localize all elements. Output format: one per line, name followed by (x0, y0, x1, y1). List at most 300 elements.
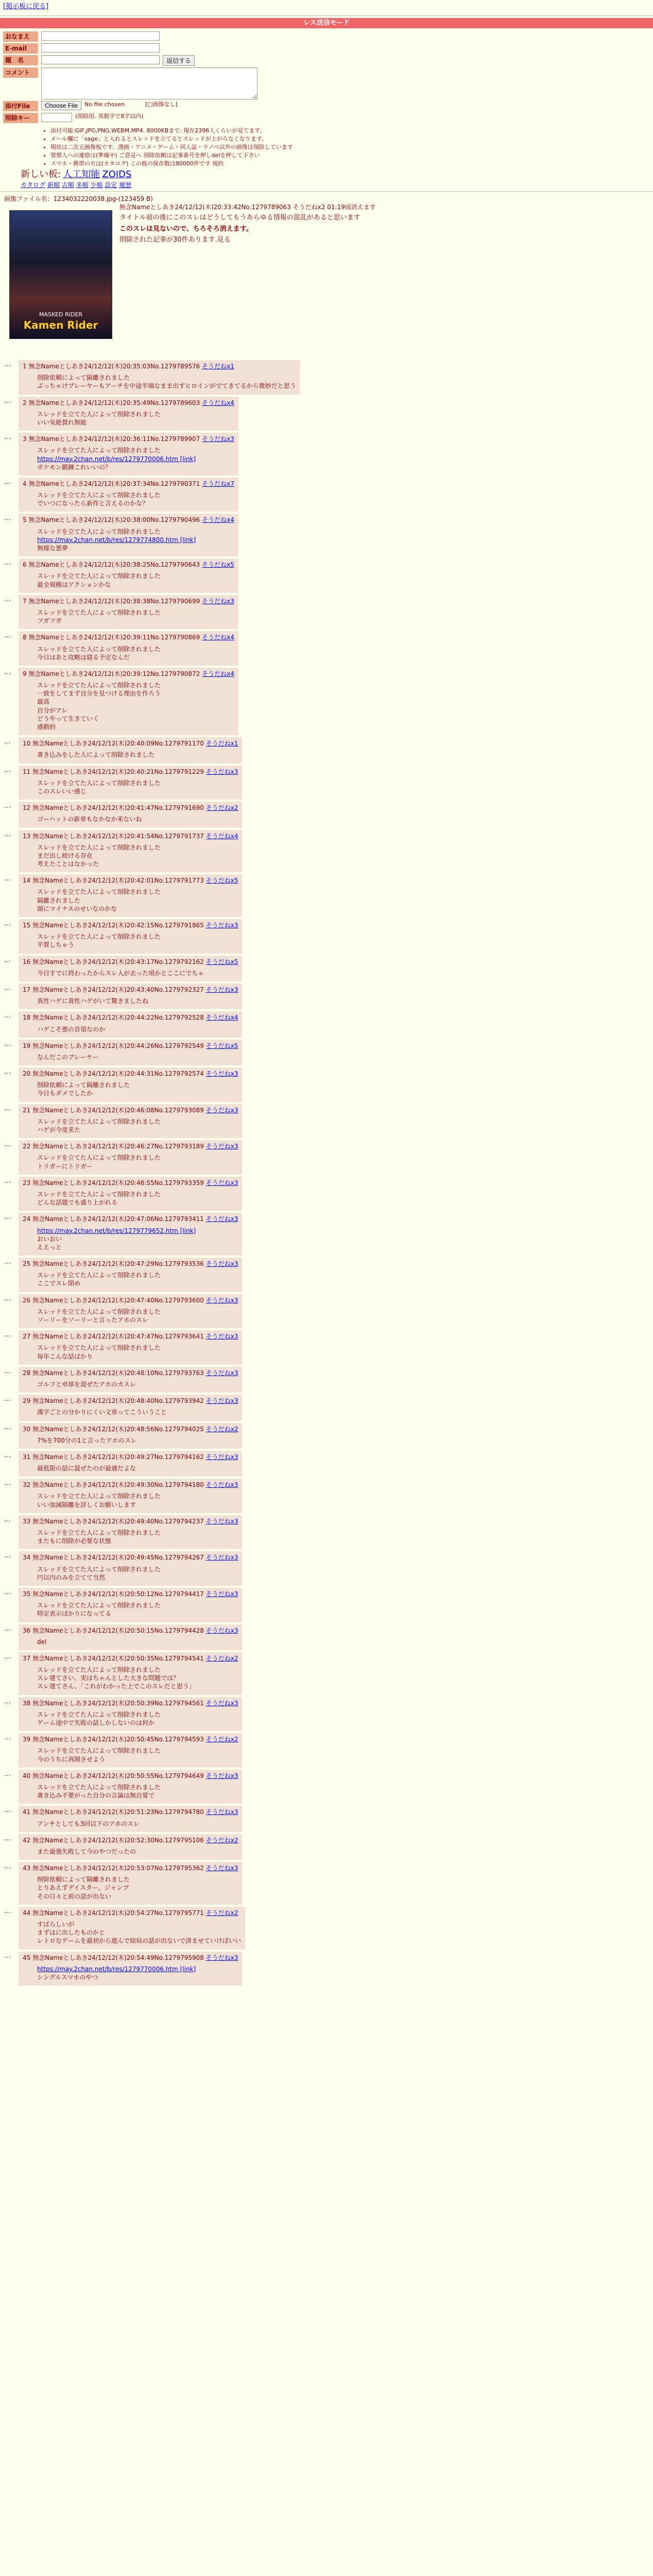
file-row (3, 101, 653, 111)
reply-indent: … (4, 830, 11, 838)
reply-indent: … (4, 1734, 11, 1742)
reply-number: 26 (23, 1296, 33, 1304)
reply-body (37, 410, 234, 427)
comment-row (3, 67, 653, 99)
reply-line: でいつになったら新作と言えるのかな？ (37, 500, 149, 507)
reply-line: スレッドを立てた人によって削除されました (37, 843, 161, 851)
reply-number: 13 (23, 832, 33, 840)
reply-number: 14 (23, 877, 33, 885)
reply-line: ええっと (37, 1243, 62, 1251)
reply-link[interactable]: https://may.2chan.net/b/res/1279774800.htm [link] (37, 536, 196, 544)
reply-post (4, 1733, 649, 1768)
reply-meta: 無念Nameとしあき24/12/12(木)20:42:15No.1279791865 (32, 922, 206, 929)
reply-header (23, 1836, 238, 1844)
reply-number: 2 (23, 399, 29, 406)
reply-body (37, 1081, 238, 1097)
reply-indent: … (4, 1907, 11, 1915)
no-image-checkbox-label[interactable]: [□画像なし] (145, 100, 178, 108)
reply-number: 35 (23, 1590, 33, 1598)
reply-line: トリガーにトリガー (37, 1162, 93, 1170)
reply-line: まずはに出したものかと (37, 1929, 106, 1937)
reply-indent: … (4, 1862, 11, 1871)
reply-header (23, 768, 238, 776)
new-board-link-zoids[interactable]: ZOIDS (102, 168, 132, 180)
reply-header (23, 1453, 238, 1461)
reply-indent: … (4, 478, 11, 486)
reply-body (37, 815, 238, 823)
reply-body (37, 933, 238, 949)
subject-row (3, 55, 653, 66)
sodane-button[interactable]: そうだねx4 (205, 832, 238, 840)
reply-header (23, 1481, 238, 1489)
reply-post (4, 874, 649, 917)
reply-line: ゴーハットの新章もなかなか来ないね (37, 816, 142, 823)
reply-header (23, 958, 238, 966)
sodane-button[interactable]: そうだねx3 (205, 1369, 238, 1377)
reply-box (19, 1697, 242, 1732)
reply-body (37, 1408, 238, 1416)
sodane-button[interactable]: そうだねx3 (205, 1772, 238, 1780)
reply-box (19, 766, 242, 800)
reply-indent: … (4, 1177, 11, 1185)
reply-number: 33 (23, 1517, 33, 1525)
reply-line: 7%を700分の1と言ったアホのスレ (37, 1436, 137, 1444)
reply-number: 24 (23, 1215, 33, 1223)
reply-meta: 無念Nameとしあき24/12/12(木)20:47:06No.1279793411 (32, 1215, 206, 1223)
sodane-button[interactable]: そうだねx4 (202, 634, 234, 641)
reply-line: スレッドを立てた人によって削除されました (37, 682, 161, 689)
reply-indent: … (4, 433, 11, 442)
new-board-line (21, 168, 653, 181)
reply-header (23, 1142, 238, 1150)
reply-line: スレッドを立てた人によって削除されました (37, 933, 161, 941)
reply-header (23, 876, 238, 885)
sodane-button[interactable]: そうだねx3 (205, 986, 238, 993)
reply-box (19, 1258, 242, 1292)
reply-indent: … (4, 1213, 11, 1222)
reply-indent: … (4, 802, 11, 810)
reply-line: スレ建てさい、実はちゃんとした大きな問題では？ (37, 1674, 180, 1682)
reply-line: スレッドを立てた人によって削除されました (37, 1666, 161, 1674)
reply-number: 15 (23, 922, 33, 929)
op-thumbnail[interactable] (9, 210, 112, 339)
sodane-button[interactable]: そうだねx3 (205, 1260, 238, 1268)
note-item: • スマホ・携帯の方は(カタログ) この板の保存数は80000件です 規約 (50, 160, 653, 168)
sort-many-link[interactable]: 多順 (76, 181, 89, 189)
notes-list (30, 127, 653, 167)
history-link[interactable]: 履歴 (119, 181, 132, 189)
reply-header (23, 1772, 238, 1780)
reply-number: 38 (23, 1699, 33, 1707)
reply-line: スレッドを立てた人によって削除されました (37, 1190, 161, 1198)
reply-line: どうやって生きていく (37, 715, 99, 722)
reply-body (37, 1492, 238, 1509)
reply-box (19, 984, 242, 1009)
sodane-button[interactable]: そうだねx3 (205, 1554, 238, 1562)
sodane-button[interactable]: そうだねx2 (205, 1654, 238, 1662)
reply-number: 31 (23, 1453, 33, 1461)
reply-post (4, 1258, 649, 1292)
sort-old-link[interactable]: 古順 (61, 181, 74, 189)
reply-line: スレッドを立てた人によって削除されました (37, 1710, 161, 1718)
reply-line: スレッドを立てた人によって削除されました (37, 572, 161, 580)
reply-header (23, 804, 238, 812)
sodane-button[interactable]: そうだねx3 (205, 1453, 238, 1461)
reply-line: 最高 (37, 698, 50, 706)
catalog-link[interactable]: カタログ (21, 181, 46, 189)
reply-line: いい加減隔離を詳しくお願いします (37, 1501, 136, 1509)
reply-header (23, 1909, 241, 1917)
reply-body (37, 1227, 238, 1252)
reply-post (4, 1067, 649, 1102)
reply-body (37, 1875, 238, 1901)
sodane-button[interactable]: そうだねx2 (205, 1909, 238, 1917)
reply-number: 3 (23, 435, 29, 443)
reply-line: スレッドを立てた人によって削除されました (37, 1529, 161, 1537)
reply-header (23, 1013, 238, 1022)
reply-box (19, 558, 238, 593)
sodane-button[interactable]: そうだねx4 (202, 399, 234, 406)
reply-line: 頭にマイナスのせいなのかな (37, 905, 117, 912)
reply-body (37, 1920, 241, 1945)
sodane-button[interactable]: そうだねx3 (205, 1590, 238, 1598)
reply-header (23, 1042, 238, 1050)
reply-line: 今日すでに終わったからスレ人が去った頃かとここにでちゃ (37, 969, 204, 977)
reply-meta: 無念Nameとしあき24/12/12(木)20:48:56No.1279794025 (32, 1425, 206, 1433)
reply-body (37, 1965, 238, 1981)
reply-number: 29 (23, 1397, 33, 1405)
sodane-button[interactable]: そうだねx2 (205, 1736, 238, 1743)
reply-header (23, 1954, 238, 1962)
reply-line: スレ建てさん、「これがわかった上でこのスレだと思う」 (37, 1683, 195, 1690)
sodane-button[interactable]: そうだねx5 (205, 958, 238, 965)
sodane-button[interactable]: そうだねx3 (205, 1215, 238, 1223)
note-item: • 管理人への連絡は(準備中) ご意見へ 削除依頼は記事番号を押しdelを押して下さい (50, 152, 653, 160)
reply-body (37, 1848, 238, 1856)
reply-line: スレッドを立てた人によって削除されました (37, 1602, 161, 1609)
thumb-title: Kamen Rider (23, 319, 98, 331)
sodane-button[interactable]: そうだねx3 (205, 1481, 238, 1489)
reply-line: このスレいい感じ (37, 787, 87, 795)
reply-line: アンチとしても3回以下のアホのスレ (37, 1820, 140, 1827)
reply-box (19, 1367, 242, 1393)
reply-box (19, 919, 242, 954)
reply-line: 書き込みをした人によって削除されました (37, 751, 155, 759)
reply-meta: 無念Nameとしあき24/12/12(木)20:52:30No.1279795106 (32, 1836, 206, 1844)
reply-header (23, 1397, 238, 1405)
reply-line: その日々と前の話が出ない (37, 1892, 112, 1900)
op-file-line[interactable]: 画像ファイル名：1234032220038.jpg-(123459 B) (4, 195, 153, 202)
reply-number: 17 (23, 986, 33, 993)
sodane-button[interactable]: そうだねx4 (202, 516, 234, 524)
subject-input[interactable] (41, 55, 160, 64)
reply-line: del (37, 1638, 47, 1646)
choose-file-button[interactable]: Choose File (41, 101, 81, 110)
reply-indent: … (4, 1834, 11, 1842)
reply-header (23, 1864, 238, 1872)
reply-number: 19 (23, 1042, 33, 1049)
delkey-label: 削除キー (3, 113, 38, 123)
reply-body (37, 645, 234, 662)
reply-header (23, 670, 234, 678)
reply-line: どんな話題でも盛り上がれる (37, 1199, 118, 1207)
reply-box (19, 514, 238, 556)
reply-post (4, 1177, 649, 1211)
reply-body (37, 1666, 238, 1691)
reply-indent: … (4, 1652, 11, 1660)
reply-number: 18 (23, 1014, 33, 1022)
sodane-button[interactable]: そうだねx3 (205, 1143, 238, 1150)
file-label: 添付File (3, 101, 38, 111)
reply-number: 8 (23, 634, 29, 641)
reply-body (37, 888, 238, 913)
reply-line: 最全規模はアクションかな (37, 581, 111, 588)
reply-meta: 無念Nameとしあき24/12/12(木)20:38:38No.1279790699 (28, 597, 202, 605)
reply-post (4, 919, 649, 954)
reply-body (37, 1308, 238, 1324)
thumb-caption: MASKED RIDER (39, 311, 83, 318)
sodane-button[interactable]: そうだねx3 (202, 435, 234, 443)
reply-header (23, 362, 296, 370)
note-item: • 現状は二次元画像板です。漫画・アニメ・ゲーム・同人誌・ラノベ以外の画像は削除しています (50, 144, 653, 151)
reply-post (4, 1104, 649, 1139)
reply-line: 毎年こんな話ばかり (37, 1352, 93, 1360)
reply-header (23, 516, 234, 524)
reply-box (19, 595, 238, 630)
reply-header (23, 1106, 238, 1114)
reply-meta: 無念Nameとしあき24/12/12(木)20:51:23No.1279794780 (32, 1808, 206, 1816)
reply-list (4, 360, 649, 1986)
reply-body (37, 1025, 238, 1033)
sodane-button[interactable]: そうだねx5 (202, 561, 234, 569)
reply-header (23, 480, 234, 488)
reply-box (19, 1011, 242, 1037)
reply-indent: … (4, 766, 11, 774)
reply-indent: … (4, 1395, 11, 1403)
reply-number: 7 (23, 597, 29, 605)
reply-meta: 無念Nameとしあき24/12/12(木)20:35:03No.1279789576 (28, 363, 202, 370)
reply-number: 30 (23, 1425, 33, 1433)
reply-line: ハゲが今度来た (37, 1126, 81, 1134)
reply-box (19, 1952, 242, 1986)
reply-post (4, 1140, 649, 1175)
reply-meta: 無念Nameとしあき24/12/12(木)20:50:55No.1279794649 (32, 1772, 206, 1780)
reply-body (37, 1190, 238, 1207)
reply-header (23, 1808, 238, 1816)
reply-meta: 無念Nameとしあき24/12/12(木)20:46:08No.1279793089 (32, 1106, 206, 1114)
sodane-button[interactable]: そうだねx3 (205, 922, 238, 929)
reply-box (19, 1834, 242, 1860)
sodane-button[interactable]: そうだねx3 (205, 1296, 238, 1304)
reply-post (4, 1652, 649, 1695)
reply-box (19, 397, 238, 431)
delkey-input[interactable] (41, 113, 72, 122)
reply-meta: 無念Nameとしあき24/12/12(木)20:46:27No.1279793189 (32, 1143, 206, 1150)
reply-meta: 無念Nameとしあき24/12/12(木)20:37:34No.1279790371 (28, 480, 202, 487)
sodane-button[interactable]: そうだねx3 (205, 1333, 238, 1341)
reply-meta: 無念Nameとしあき24/12/12(木)20:54:49No.1279795908 (32, 1954, 206, 1961)
reply-meta: 無念Nameとしあき24/12/12(木)20:49:30No.1279794180 (32, 1481, 206, 1489)
reply-line: スレッドを立てた人によって削除されました (37, 608, 161, 616)
reply-body (37, 1783, 238, 1800)
reply-indent: … (4, 1367, 11, 1375)
reply-line: フガフガ (37, 617, 62, 625)
new-board-link-ai[interactable]: 人工知能 (63, 168, 100, 180)
sodane-button[interactable]: そうだねx7 (202, 480, 234, 487)
email-row (3, 43, 653, 54)
sodane-button[interactable]: そうだねx3 (205, 1808, 238, 1816)
reply-number: 20 (23, 1070, 33, 1078)
reply-link[interactable]: https://may.2chan.net/b/res/1279779652.htm [link] (37, 1227, 196, 1234)
sodane-button[interactable]: そうだねx4 (205, 1014, 238, 1022)
reply-box (19, 1624, 242, 1650)
reply-post (4, 1862, 649, 1905)
reply-header (23, 633, 234, 641)
note-item: • メール欄に「sage」と入れるとスレッドを立てるとスレッドが上がらなくなります。 (50, 135, 653, 143)
reply-line: 最低限の話に混ぜたのが最適だよな (37, 1465, 136, 1472)
reply-meta: 無念Nameとしあき24/12/12(木)20:50:45No.1279794593 (32, 1736, 206, 1743)
reply-post (4, 737, 649, 763)
reply-body (37, 1436, 238, 1445)
divider (0, 191, 653, 192)
reply-indent: … (4, 1331, 11, 1339)
reply-line: おいおい (37, 1235, 62, 1243)
reply-meta: 無念Nameとしあき24/12/12(木)20:38:25No.1279790643 (28, 561, 202, 569)
reply-post (4, 1588, 649, 1622)
reply-number: 4 (23, 480, 29, 487)
reply-line: 円以内のみを立てて当然 (37, 1573, 106, 1581)
sodane-button[interactable]: そうだねx1 (202, 363, 234, 370)
reply-post (4, 1395, 649, 1420)
sodane-button[interactable]: そうだねx3 (205, 1954, 238, 1961)
sodane-button[interactable]: そうだねx2 (205, 1836, 238, 1844)
reply-body (37, 1344, 238, 1360)
reply-box (19, 956, 242, 981)
sodane-button[interactable]: そうだねx5 (205, 877, 238, 885)
sodane-button[interactable]: そうだねx2 (205, 804, 238, 812)
reply-line: スレッドを立てた人によって削除されました (37, 1565, 161, 1573)
reply-header (23, 832, 238, 840)
reply-number: 22 (23, 1143, 33, 1150)
reply-line: 漢字ごとの分かりにくい文章ってこういうこと (37, 1409, 167, 1416)
reply-body (37, 1380, 238, 1388)
note-item: • 添付可能:GIF,JPG,PNG,WEBM,MP4. 8000KBまで. 現在2396人くらいが見てます。 (50, 127, 653, 135)
email-input[interactable] (41, 43, 160, 53)
reply-box (19, 1479, 242, 1513)
reply-meta: 無念Nameとしあき24/12/12(木)20:50:15No.1279794428 (32, 1626, 206, 1634)
reply-body (37, 1117, 238, 1134)
reply-meta: 無念Nameとしあき24/12/12(木)20:54:27No.1279795771 (32, 1909, 206, 1917)
reply-number: 27 (23, 1333, 33, 1341)
sort-few-link[interactable]: 少順 (90, 181, 103, 189)
reply-box (19, 1104, 242, 1139)
comment-textarea[interactable] (41, 67, 257, 99)
reply-line: 自分がアレ (37, 706, 68, 714)
reply-number: 37 (23, 1654, 33, 1662)
reply-indent: … (4, 1012, 11, 1020)
sodane-button[interactable]: そうだねx5 (205, 1042, 238, 1049)
reply-box (19, 802, 242, 827)
sodane-button[interactable]: そうだねx3 (205, 1397, 238, 1405)
reply-header (23, 1260, 238, 1268)
reply-post (4, 1770, 649, 1804)
reply-link[interactable]: https://may.2chan.net/b/res/1279770006.htm [link] (37, 455, 196, 463)
reply-indent: … (4, 514, 11, 522)
reply-indent: … (4, 984, 11, 992)
reply-indent: … (4, 1552, 11, 1560)
reply-line: 削除依頼によって隔離されました (37, 1876, 130, 1884)
reply-header (23, 921, 238, 929)
sodane-button[interactable]: そうだねx3 (205, 1106, 238, 1114)
reply-post (4, 1834, 649, 1860)
sodane-button[interactable]: そうだねx3 (205, 1517, 238, 1525)
back-to-board-link[interactable]: [掲示板に戻る] (3, 3, 49, 10)
reply-form (3, 31, 653, 124)
reply-header (23, 1626, 238, 1635)
settings-link[interactable]: 設定 (105, 181, 117, 189)
reply-link[interactable]: https://may.2chan.net/b/res/1279770006.htm [link] (37, 1965, 196, 1973)
sodane-button[interactable]: そうだねx3 (202, 597, 234, 605)
sodane-button[interactable]: そうだねx3 (205, 1865, 238, 1872)
reply-box (19, 1806, 242, 1832)
reply-indent: … (4, 361, 11, 369)
reply-body (37, 1154, 238, 1170)
reply-post (4, 1479, 649, 1513)
reply-number: 28 (23, 1369, 33, 1377)
reply-indent: … (4, 1104, 11, 1112)
reply-line: 今のうちに再開させよう (37, 1755, 106, 1763)
reply-indent: … (4, 397, 11, 405)
sodane-button[interactable]: そうだねx2 (205, 1425, 238, 1433)
reply-box (19, 1451, 242, 1477)
reply-post (4, 1294, 649, 1329)
submit-button[interactable]: 返信する (163, 55, 195, 66)
reply-header (23, 1215, 238, 1223)
reply-line: スレッドを立てた人によって削除されました (37, 528, 161, 535)
reply-body (37, 1053, 238, 1061)
sodane-button[interactable]: そうだねx4 (202, 670, 234, 677)
reply-number: 11 (23, 768, 33, 775)
sodane-button[interactable]: そうだねx3 (205, 1626, 238, 1634)
reply-post (4, 1330, 649, 1365)
reply-line: 感動的 (37, 723, 56, 731)
reply-post (4, 514, 649, 556)
sodane-button[interactable]: そうだねx1 (205, 740, 238, 748)
reply-number: 12 (23, 804, 33, 812)
reply-post (4, 360, 649, 395)
reply-box (19, 478, 238, 512)
sodane-button[interactable]: そうだねx3 (205, 1179, 238, 1187)
reply-number: 34 (23, 1554, 33, 1562)
sodane-button[interactable]: そうだねx3 (205, 768, 238, 775)
name-input[interactable] (41, 31, 160, 41)
reply-number: 6 (23, 561, 29, 569)
sodane-button[interactable]: そうだねx3 (205, 1699, 238, 1707)
reply-box (19, 1395, 242, 1420)
reply-line: ポケモン鍛錬これいいの？ (37, 463, 112, 471)
reply-header (23, 1369, 238, 1377)
sort-new-link[interactable]: 新順 (47, 181, 60, 189)
reply-indent: … (4, 1479, 11, 1487)
reply-indent: … (4, 1770, 11, 1778)
reply-line: ゲーム途中で失敗の話しかしないのは何か (37, 1719, 155, 1727)
reply-box (19, 1652, 242, 1695)
reply-line: スレッドを立てた人によって削除されました (37, 1493, 161, 1500)
reply-body (37, 1710, 238, 1727)
sodane-button[interactable]: そうだねx3 (205, 1070, 238, 1078)
reply-header (23, 1332, 238, 1341)
reply-line: 隔離されました (37, 896, 81, 904)
